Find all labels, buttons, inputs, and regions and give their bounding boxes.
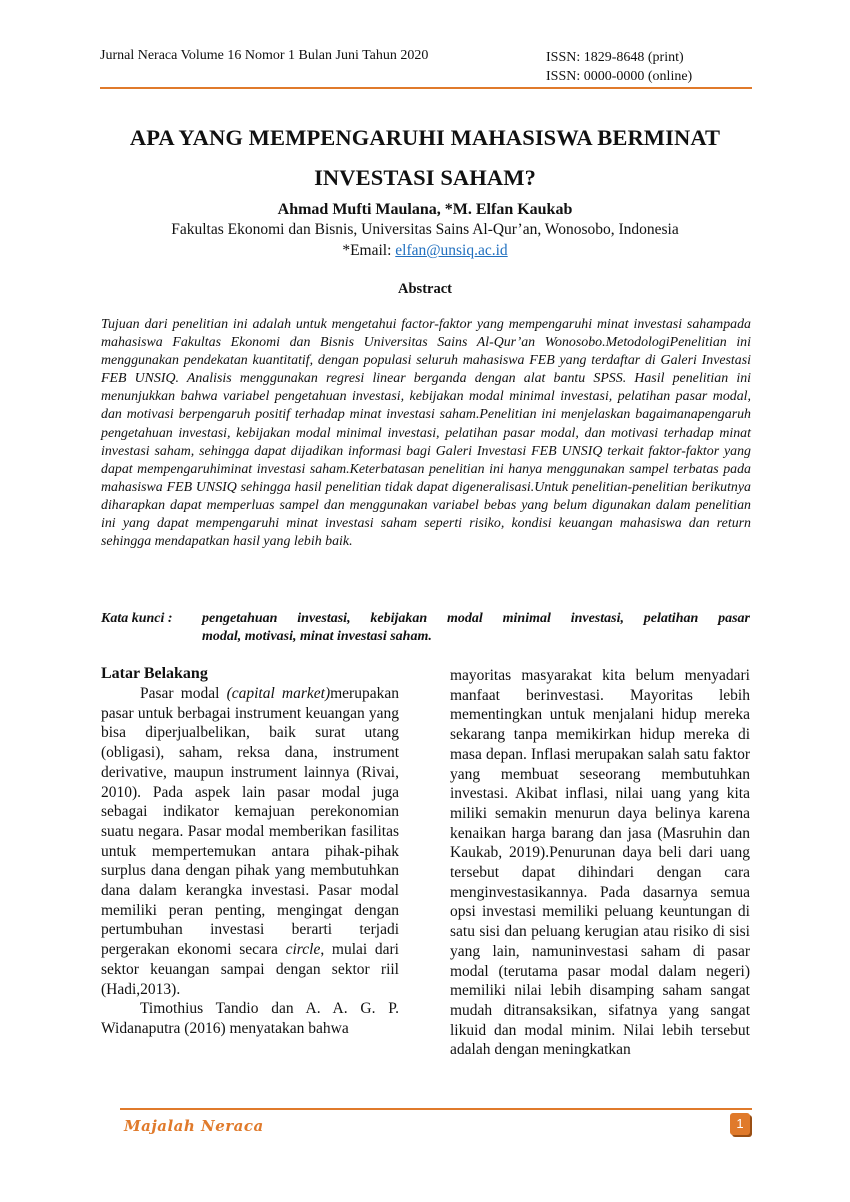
footer-rule [120, 1108, 752, 1110]
body-column-right [450, 666, 750, 1060]
p1-part-a: Pasar modal [140, 685, 227, 702]
email-link[interactable]: elfan@unsiq.ac.id [395, 242, 508, 259]
issn-online: ISSN: 0000-0000 (online) [546, 69, 693, 84]
p1-part-b: merupakan pasar untuk berbagai instrument keuangan yang bisa diperjualbelikan, baik surat utang (obligasi), saham, reksa dana, instrument derivative, maupun instrument lainnya (Rivai, 2010). Pada aspek lain pasar modal juga sebagai indikator kemajuan perekonomian suatu negara. Pasar modal memberikan fasilitas untuk mempertemukan antara pihak-pihak surplus dana dengan pihak yang membutuhkan dana dalam kerangka investasi. Pasar modal memiliki peran penting, mengingat dengan pertumbuhan investasi berarti terjadi pergerakan ekonomi secara [101, 685, 399, 959]
p1-italic-capital-market: (capital market) [226, 685, 331, 702]
keywords-line-2: modal, motivasi, minat investasi saham. [202, 629, 432, 644]
keywords-label: Kata kunci : [101, 611, 173, 626]
affiliation: Fakultas Ekonomi dan Bisnis, Universitas Sains Al-Qur’an, Wonosobo, Indonesia [171, 221, 679, 238]
title-line-1: APA YANG MEMPENGARUHI MAHASISWA BERMINAT [129, 125, 721, 150]
body-column-left [101, 664, 399, 1039]
email-label: *Email: [342, 242, 396, 259]
running-header-issn [546, 48, 692, 86]
abstract-heading: Abstract [398, 281, 452, 297]
paragraph-right: mayoritas masyarakat kita belum menyadari manfaat berinvestasi. Mayoritas lebih mementingkan untuk menjalani hidup mereka sekarang tanpa memikirkan hidup mereka di masa depan. Inflasi merupakan salah satu faktor yang membuat seseorang membutuhkan investasi. Akibat inflasi, nilai uang yang kita miliki semakin menurun daya belinya karena kenaikan harga barang dan jasa (Masruhin dan Kaukab, 2019).Penurunan daya beli dari uang tersebut dapat dihindari dengan cara menginvestasikannya. Pada dasarnya semua opsi investasi memiliki peluang keuntungan di satu sisi dan peluang kerugian atau risiko di sisi yang lain, namuninvestasi saham di pasar modal (terutama pasar modal dalam negeri) memiliki nilai lebih disamping saham sangat mudah ditransaksikan, sifatnya yang sangat likuid dan modal minim. Nilai lebih tersebut adalah dengan meningkatkan [450, 667, 750, 1059]
email-line [80, 242, 770, 260]
page-number-badge: 1 [730, 1113, 750, 1135]
abstract-text: Tujuan dari penelitian ini adalah untuk mengetahui factor-faktor yang mempengaruhi minat investasi sahampada mahasiswa Fakultas Ekonomi dan Bisnis Universitas Sains Al-Qur’an Wonosobo.MetodologiPenelitian ini menggunakan pendekatan kuantitatif, dengan populasi seluruh mahasiswa FEB yang terdaftar di Galeri Investasi FEB UNSIQ. Analisis menggunakan regresi linear berganda dengan alat bantu SPSS. Hasil penelitian ini menunjukkan bahwa variabel pengetahuan investasi, kebijakan modal minimal investasi, pelatihan pasar modal, dan motivasi berpengaruh positif terhadap minat investasi saham.Penelitian ini menjelaskan bagaimanapengaruh pengetahuan investasi, kebijakan modal minimal investasi, pelatihan pasar modal, dan motivasi terhadap minat investasi saham, sehingga dapat dijadikan informasi bagi Galeri Investasi FEB UNSIQ terkait faktor-faktor yang dapat mempengaruhiminat investasi saham.Keterbatasan penelitian ini hanya menggunakan sampel terbatas pada mahasiswa FEB UNSIQ sehingga hasil penelitian tidak dapat digeneralisasi.Untuk penelitian-penelitian berikutnya diharapkan dapat memperluas sampel dan menggunakan variabel bebas yang belum digunakan dalam penelitian ini yang dapat mempengaruhi minat investasi saham seperti risiko, kondisi keuangan mahasiswa dan return sehingga mendapatkan hasil yang lebih baik. [101, 317, 751, 550]
authors: Ahmad Mufti Maulana, *M. Elfan Kaukab [277, 201, 573, 218]
keywords-text [202, 610, 750, 646]
p1-italic-circle: circle [285, 941, 321, 959]
paragraph-2: Timothius Tandio dan A. A. G. P. Widanaputra (2016) menyatakan bahwa [101, 1000, 399, 1037]
title-line-2: INVESTASI SAHAM? [314, 165, 536, 190]
section-heading: Latar Belakang [101, 665, 208, 682]
article-title [80, 118, 770, 198]
p1-part-c: , mulai dari sektor keuangan sampai dengan sektor riil (Hadi,2013). [101, 941, 399, 998]
footer-magazine-name: Majalah Neraca [124, 1117, 264, 1135]
paragraph-1 [101, 684, 399, 999]
header-rule [100, 87, 752, 89]
keywords-line-1: pengetahuan investasi, kebijakan modal minimal investasi, pelatihan pasar [202, 611, 750, 626]
issn-print: ISSN: 1829-8648 (print) [546, 50, 684, 65]
running-header-journal: Jurnal Neraca Volume 16 Nomor 1 Bulan Juni Tahun 2020 [100, 48, 429, 63]
